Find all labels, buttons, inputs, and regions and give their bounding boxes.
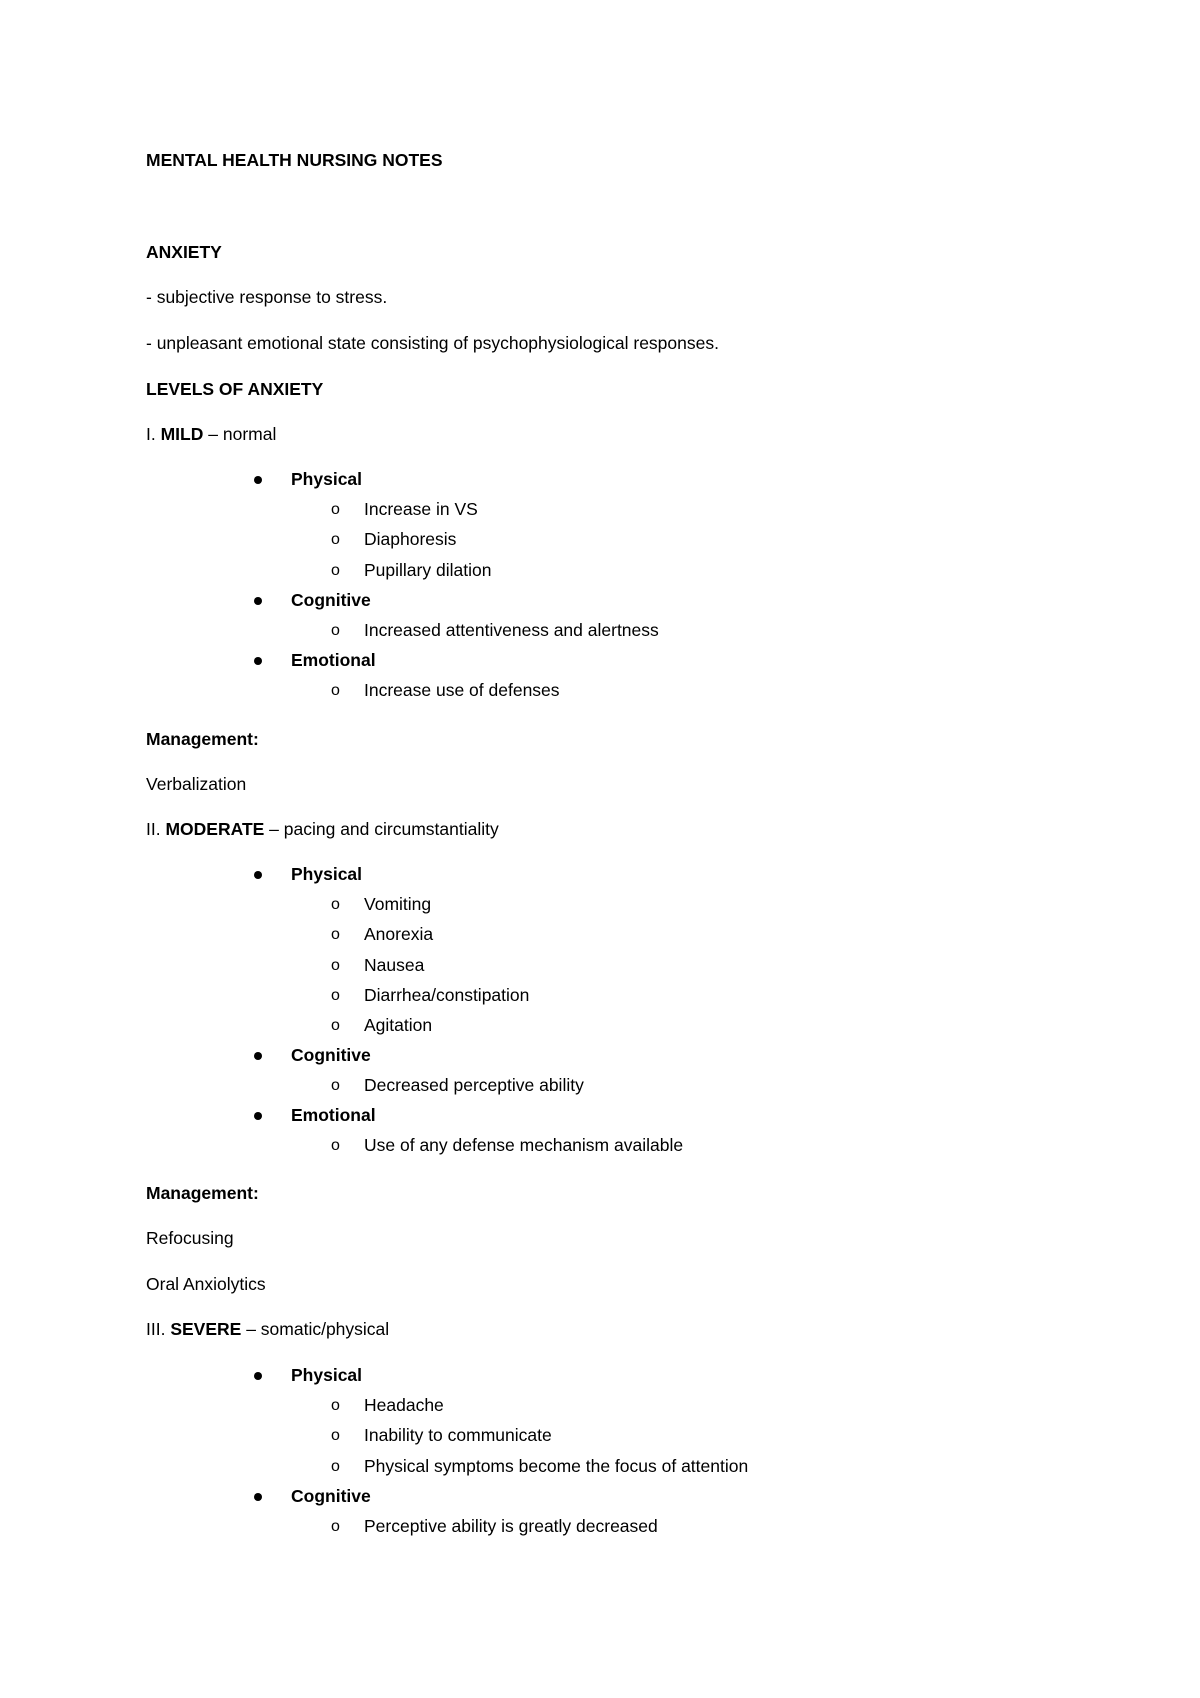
bullet-dot-icon	[254, 1112, 262, 1120]
circle-bullet-icon: o	[331, 622, 340, 639]
document-title: MENTAL HEALTH NURSING NOTES	[146, 150, 443, 170]
list-item-text: Diaphoresis	[364, 529, 457, 549]
management-heading: Management:	[146, 1183, 259, 1203]
bullet-dot-icon	[254, 597, 262, 605]
bullet-dot-icon	[254, 476, 262, 484]
group-label: Physical	[291, 469, 363, 489]
group-label: Cognitive	[291, 1045, 371, 1065]
group-label: Cognitive	[291, 590, 371, 610]
level-numeral: II.	[146, 819, 161, 839]
section-heading: ANXIETY	[146, 242, 222, 262]
bullet-dot-icon	[254, 871, 262, 879]
levels-heading: LEVELS OF ANXIETY	[146, 379, 324, 399]
list-item-text: Inability to communicate	[364, 1425, 552, 1445]
level-heading-moderate	[146, 821, 499, 839]
circle-bullet-icon: o	[331, 562, 340, 579]
level-name: SEVERE	[170, 1319, 242, 1339]
list-item-text: Anorexia	[364, 924, 434, 944]
circle-bullet-icon: o	[331, 531, 340, 548]
bullet-dot-icon	[254, 657, 262, 665]
level-desc: – pacing and circumstantiality	[264, 819, 499, 839]
list-item-text: Agitation	[364, 1015, 433, 1035]
circle-bullet-icon: o	[331, 987, 340, 1004]
list-item-text: Nausea	[364, 955, 425, 975]
circle-bullet-icon: o	[331, 957, 340, 974]
level-desc: – normal	[203, 424, 277, 444]
circle-bullet-icon: o	[331, 501, 340, 518]
circle-bullet-icon: o	[331, 1458, 340, 1475]
level-name: MODERATE	[165, 819, 265, 839]
bullet-dot-icon	[254, 1493, 262, 1501]
bullet-dot-icon	[254, 1052, 262, 1060]
management-heading: Management:	[146, 729, 259, 749]
circle-bullet-icon: o	[331, 1427, 340, 1444]
bullet-dot-icon	[254, 1372, 262, 1380]
circle-bullet-icon: o	[331, 1397, 340, 1414]
level-numeral: I.	[146, 424, 156, 444]
circle-bullet-icon: o	[331, 926, 340, 943]
level-heading-severe	[146, 1321, 389, 1339]
circle-bullet-icon: o	[331, 1017, 340, 1034]
list-item-text: Use of any defense mechanism available	[364, 1135, 684, 1155]
circle-bullet-icon: o	[331, 1518, 340, 1535]
list-item-text: Increased attentiveness and alertness	[364, 620, 659, 640]
definition-line: - unpleasant emotional state consisting of psychophysiological responses.	[146, 333, 719, 353]
list-item-text: Perceptive ability is greatly decreased	[364, 1516, 658, 1536]
group-label: Physical	[291, 864, 363, 884]
circle-bullet-icon: o	[331, 1137, 340, 1154]
circle-bullet-icon: o	[331, 1077, 340, 1094]
level-desc: – somatic/physical	[241, 1319, 390, 1339]
group-label: Emotional	[291, 650, 376, 670]
definition-line: - subjective response to stress.	[146, 287, 388, 307]
group-label: Emotional	[291, 1105, 376, 1125]
list-item-text: Diarrhea/constipation	[364, 985, 530, 1005]
circle-bullet-icon: o	[331, 682, 340, 699]
management-item: Refocusing	[146, 1228, 234, 1248]
level-heading-mild	[146, 426, 276, 444]
list-item-text: Physical symptoms become the focus of attention	[364, 1456, 749, 1476]
list-item-text: Pupillary dilation	[364, 560, 492, 580]
group-label: Cognitive	[291, 1486, 371, 1506]
management-item: Oral Anxiolytics	[146, 1274, 266, 1294]
list-item-text: Increase use of defenses	[364, 680, 560, 700]
level-numeral: III.	[146, 1319, 166, 1339]
level-name: MILD	[160, 424, 204, 444]
circle-bullet-icon: o	[331, 896, 340, 913]
list-item-text: Decreased perceptive ability	[364, 1075, 584, 1095]
list-item-text: Vomiting	[364, 894, 432, 914]
management-item: Verbalization	[146, 774, 247, 794]
group-label: Physical	[291, 1365, 363, 1385]
list-item-text: Headache	[364, 1395, 444, 1415]
list-item-text: Increase in VS	[364, 499, 478, 519]
